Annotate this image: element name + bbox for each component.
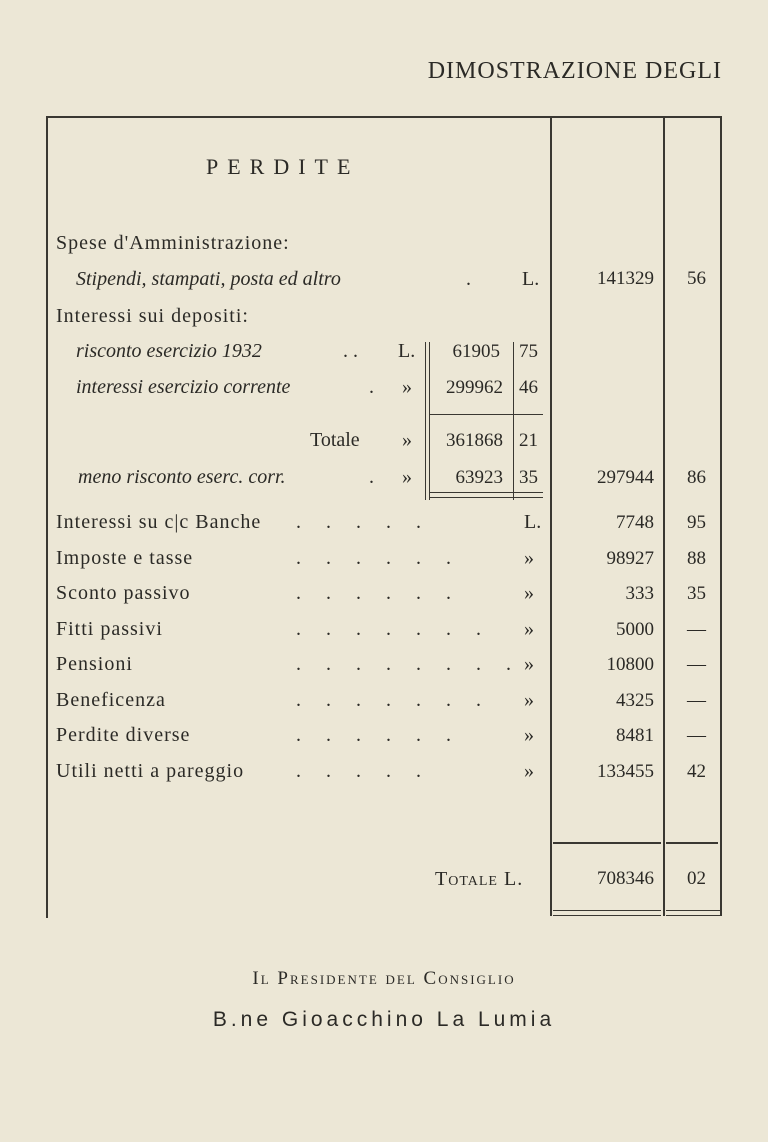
signature-name: B.ne Gioacchino La Lumia bbox=[212, 1008, 556, 1031]
item-dots: . . . . . . . bbox=[296, 689, 482, 711]
risconto-currency: L. bbox=[398, 340, 416, 362]
stipendi-cent: 56 bbox=[687, 268, 706, 289]
totale-parziale-marker: » bbox=[402, 429, 412, 451]
item-cent: 88 bbox=[687, 548, 706, 569]
item-lire: 98927 bbox=[606, 548, 654, 569]
inner-subtotal-rule bbox=[430, 414, 543, 415]
item-cent: — bbox=[687, 619, 706, 640]
item-dots: . . . . . . bbox=[296, 724, 452, 746]
meno-risconto-cent: 35 bbox=[519, 467, 538, 488]
risconto-lire: 61905 bbox=[452, 341, 500, 362]
stipendi-currency: L. bbox=[522, 268, 540, 290]
interessi-corrente-dots: . bbox=[369, 376, 374, 398]
total-top-rule-lire bbox=[553, 842, 661, 844]
total-bottom-rule-2 bbox=[553, 915, 661, 916]
interessi-heading: Interessi sui depositi: bbox=[56, 305, 249, 327]
item-lire: 7748 bbox=[616, 512, 654, 533]
meno-risconto-label: meno risconto eserc. corr. bbox=[78, 466, 286, 488]
risconto-dots: . . bbox=[343, 340, 358, 362]
total-bottom-rule-3 bbox=[666, 910, 720, 911]
item-label: Perdite diverse bbox=[56, 724, 191, 746]
item-marker: » bbox=[524, 547, 534, 569]
inner-column-left-1 bbox=[425, 342, 426, 500]
item-dots: . . . . . bbox=[296, 511, 422, 533]
section-title: PERDITE bbox=[206, 154, 360, 179]
item-dots: . . . . . bbox=[296, 760, 422, 782]
item-marker: » bbox=[524, 653, 534, 675]
item-dots: . . . . . . bbox=[296, 547, 452, 569]
item-marker: » bbox=[524, 618, 534, 640]
totale-parziale-lire: 361868 bbox=[446, 430, 503, 451]
item-label: Imposte e tasse bbox=[56, 547, 194, 569]
item-label: Utili netti a pareggio bbox=[56, 760, 245, 782]
meno-risconto-result-cent: 86 bbox=[687, 467, 706, 488]
interessi-corrente-label: interessi esercizio corrente bbox=[76, 376, 291, 398]
spese-heading: Spese d'Amministrazione: bbox=[56, 232, 290, 254]
table-left-border bbox=[46, 116, 48, 918]
item-marker: » bbox=[524, 582, 534, 604]
item-label: Pensioni bbox=[56, 653, 133, 675]
item-cent: — bbox=[687, 690, 706, 711]
risconto-label: risconto esercizio 1932 bbox=[76, 340, 262, 362]
item-label: Fitti passivi bbox=[56, 618, 163, 640]
item-lire: 5000 bbox=[616, 619, 654, 640]
item-label: Beneficenza bbox=[56, 689, 166, 711]
total-bottom-rule-1 bbox=[553, 910, 661, 911]
totale-parziale-label: Totale bbox=[310, 429, 360, 451]
total-bottom-rule-4 bbox=[666, 915, 720, 916]
item-marker: » bbox=[524, 724, 534, 746]
stipendi-dots: . bbox=[466, 268, 471, 290]
column-divider-cent bbox=[663, 116, 665, 916]
item-marker: L. bbox=[524, 511, 542, 533]
item-cent: 42 bbox=[687, 761, 706, 782]
table-right-border bbox=[720, 116, 722, 916]
item-lire: 4325 bbox=[616, 690, 654, 711]
interessi-corrente-marker: » bbox=[402, 376, 412, 398]
meno-risconto-result-lire: 297944 bbox=[597, 467, 654, 488]
item-lire: 133455 bbox=[597, 761, 654, 782]
item-label: Sconto passivo bbox=[56, 582, 191, 604]
item-cent: — bbox=[687, 725, 706, 746]
column-divider-lire bbox=[550, 116, 552, 916]
stipendi-label: Stipendi, stampati, posta ed altro bbox=[76, 268, 341, 290]
interessi-corrente-cent: 46 bbox=[519, 377, 538, 398]
page-title: DIMOSTRAZIONE DEGLI bbox=[427, 58, 722, 84]
totale-cent: 02 bbox=[687, 868, 706, 889]
totale-parziale-cent: 21 bbox=[519, 430, 538, 451]
item-cent: 95 bbox=[687, 512, 706, 533]
item-dots: . . . . . . bbox=[296, 582, 452, 604]
inner-bottom-rule-1 bbox=[430, 492, 543, 493]
item-dots: . . . . . . . bbox=[296, 618, 482, 640]
item-lire: 10800 bbox=[606, 654, 654, 675]
meno-risconto-marker: » bbox=[402, 466, 412, 488]
meno-risconto-lire: 63923 bbox=[455, 467, 503, 488]
interessi-corrente-lire: 299962 bbox=[446, 377, 503, 398]
inner-column-mid bbox=[513, 342, 514, 500]
total-top-rule-cent bbox=[666, 842, 718, 844]
item-label: Interessi su c|c Banche bbox=[56, 511, 262, 533]
item-cent: 35 bbox=[687, 583, 706, 604]
inner-column-left-2 bbox=[429, 342, 430, 500]
totale-label: Totale L. bbox=[435, 868, 524, 890]
totale-lire: 708346 bbox=[597, 868, 654, 889]
meno-risconto-dots: . bbox=[369, 466, 374, 488]
signature-role: Il Presidente del Consiglio bbox=[252, 968, 516, 989]
risconto-cent: 75 bbox=[519, 341, 538, 362]
item-lire: 8481 bbox=[616, 725, 654, 746]
item-marker: » bbox=[524, 760, 534, 782]
table-top-rule bbox=[46, 116, 722, 118]
item-lire: 333 bbox=[625, 583, 654, 604]
stipendi-lire: 141329 bbox=[597, 268, 654, 289]
inner-bottom-rule-2 bbox=[430, 497, 543, 498]
item-marker: » bbox=[524, 689, 534, 711]
item-dots: . . . . . . . . bbox=[296, 653, 512, 675]
item-cent: — bbox=[687, 654, 706, 675]
